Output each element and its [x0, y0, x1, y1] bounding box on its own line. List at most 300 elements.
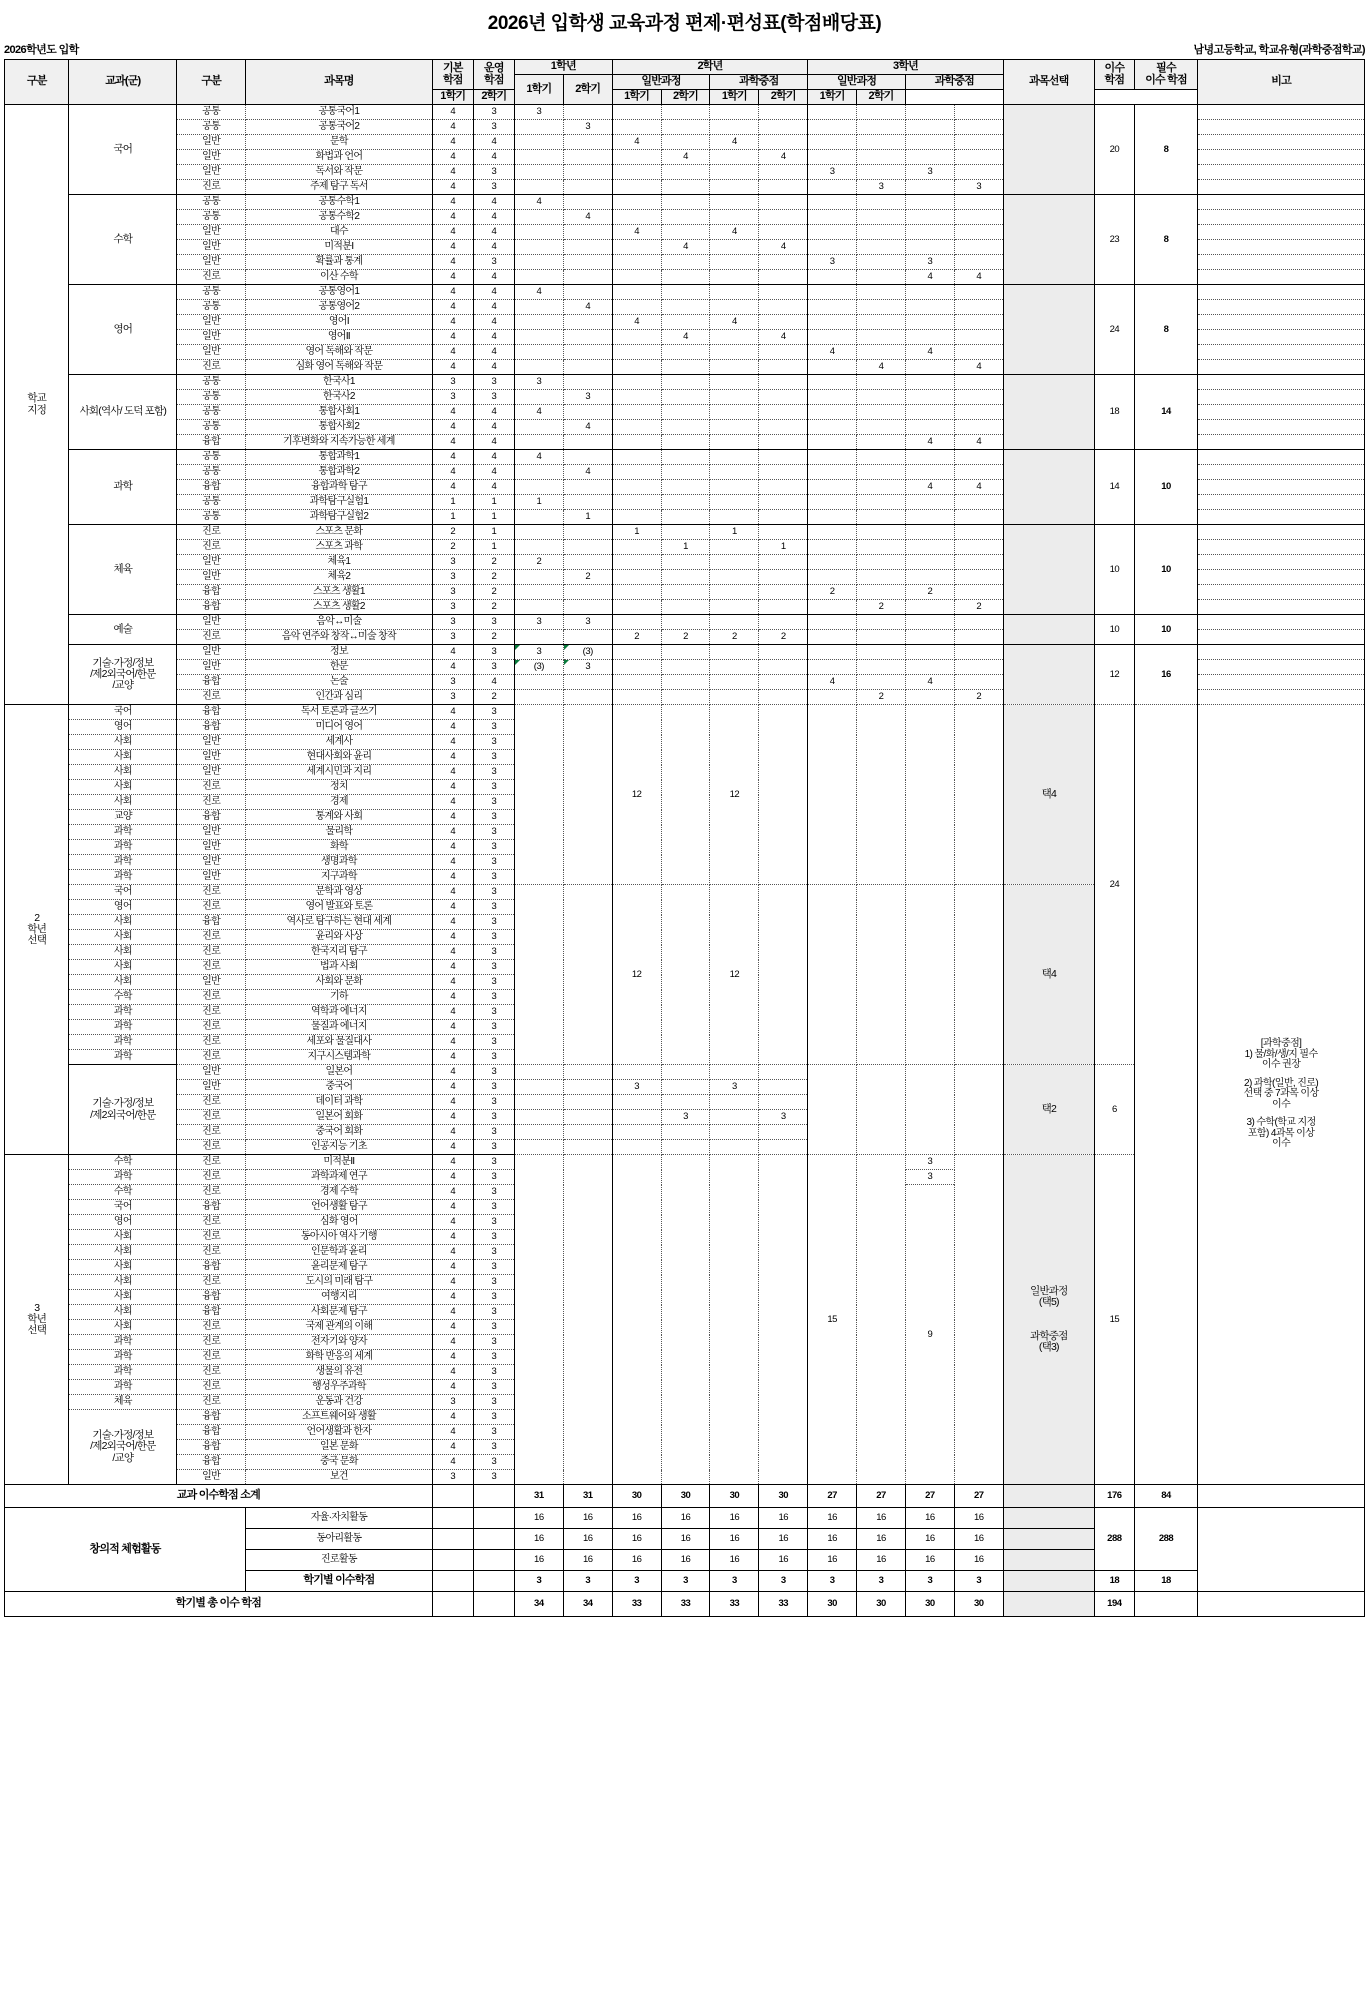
remark-line-3c: 이수: [1272, 1138, 1291, 1150]
credit-cell-g3ss1: [905, 315, 954, 330]
credit-cell-g1s1: [514, 390, 563, 405]
credit-cell-g3ss1: [905, 600, 954, 615]
course-type: 진로: [177, 900, 246, 915]
credit-cell-g2ss1: 12: [710, 705, 759, 885]
th-g2-sci-sem1: 1학기: [612, 90, 661, 105]
credit-cell-g3ss1: [905, 285, 954, 300]
course-type: 공통: [177, 195, 246, 210]
credit-cell-g3gs2: [857, 150, 906, 165]
summary-g3gs1: 27: [808, 1485, 857, 1508]
subject-group-label: 수학: [69, 1185, 177, 1200]
credit-cell-g1s1: [514, 330, 563, 345]
credit-cell-g3gs2: [857, 330, 906, 345]
credit-cell-g3ss1: 3: [905, 1170, 954, 1185]
credit-cell-g2gs2: [661, 375, 710, 390]
base-credit: 4: [432, 1290, 473, 1305]
earned-credit: 10: [1094, 525, 1134, 615]
base-credit: 4: [432, 720, 473, 735]
credit-cell-g3gs1: [808, 210, 857, 225]
per-semester-select: [1003, 1571, 1094, 1592]
course-type: 일반: [177, 855, 246, 870]
credit-cell-g3gs1: [808, 135, 857, 150]
course-type: 진로: [177, 930, 246, 945]
base-credit: 4: [432, 795, 473, 810]
run-credit: 3: [473, 120, 514, 135]
credit-cell-g2ss2: [759, 675, 808, 690]
course-type: 일반: [177, 870, 246, 885]
credit-cell-g2gs1: [612, 1140, 661, 1155]
summary-g1s1: 31: [514, 1485, 563, 1508]
run-credit: 3: [473, 105, 514, 120]
course-type: 진로: [177, 540, 246, 555]
credit-cell-g3ss2: [954, 525, 1003, 540]
credit-cell-g3ss2: 2: [954, 690, 1003, 705]
table-row: [5, 195, 1365, 210]
credit-cell-g3ss2: 4: [954, 270, 1003, 285]
credit-cell-g2ss1: [710, 255, 759, 270]
credit-cell-g2gs1: [612, 150, 661, 165]
grand-total-run: [473, 1592, 514, 1617]
course-name: 과학탐구실험1: [246, 495, 433, 510]
grand-total-label: 학기별 총 이수 학점: [5, 1592, 433, 1617]
run-credit: 3: [473, 180, 514, 195]
credit-cell-g2gs2: [661, 135, 710, 150]
course-type: 진로: [177, 1110, 246, 1125]
run-credit: 3: [473, 1095, 514, 1110]
per-semester-g3ss2: 3: [954, 1571, 1003, 1592]
course-name: 한국사2: [246, 390, 433, 405]
credit-cell-g3ss2: [954, 195, 1003, 210]
subject-group-label: 사회: [69, 1320, 177, 1335]
credit-cell-g2gs1: [612, 495, 661, 510]
subject-group-label: 기술·가정/정보 /제2외국어/한문: [69, 1065, 177, 1155]
course-type: 일반: [177, 345, 246, 360]
credit-cell-g2ss2: [759, 645, 808, 660]
th-course-name: 과목명: [246, 60, 433, 105]
table-header: [5, 60, 1365, 105]
remark-cell: [1198, 570, 1365, 585]
grand-total-required: [1134, 1592, 1197, 1617]
credit-cell-g2ss1: 1: [710, 525, 759, 540]
base-credit: 4: [432, 450, 473, 465]
credit-cell-g3ss1: [905, 225, 954, 240]
run-credit: 4: [473, 195, 514, 210]
course-type: 일반: [177, 240, 246, 255]
credit-cell-g2gs2: [661, 480, 710, 495]
credit-cell-g1s1: [514, 1125, 563, 1140]
run-credit: 3: [473, 705, 514, 720]
credit-cell-g3ss2: [954, 885, 1003, 1065]
credit-cell-g2gs2: 4: [661, 330, 710, 345]
run-credit: 3: [473, 375, 514, 390]
run-credit: 3: [473, 1080, 514, 1095]
credit-cell-g2gs1: 2: [612, 630, 661, 645]
credit-cell-g1s1: [514, 705, 563, 885]
credit-cell-g1s2: [563, 1080, 612, 1095]
credit-cell-g2ss2: [759, 525, 808, 540]
credit-cell-g2gs1: 12: [612, 885, 661, 1065]
credit-cell-g3gs1: [808, 465, 857, 480]
credit-cell-g2gs2: [661, 195, 710, 210]
credit-cell-g2gs2: [661, 405, 710, 420]
base-credit: 4: [432, 300, 473, 315]
creative-base: [432, 1550, 473, 1571]
credit-cell-g1s1: [514, 1080, 563, 1095]
run-credit: 3: [473, 1335, 514, 1350]
credit-cell-g2ss2: [759, 210, 808, 225]
credit-cell-g3gs2: [857, 405, 906, 420]
course-name: 경제: [246, 795, 433, 810]
credit-cell-g2ss2: [759, 375, 808, 390]
remark-cell: [1198, 360, 1365, 375]
course-type: 공통: [177, 495, 246, 510]
credit-cell-g3gs1: [808, 270, 857, 285]
credit-cell-g3ss2: [954, 165, 1003, 180]
credit-cell-g2gs1: 12: [612, 705, 661, 885]
course-name: 이산 수학: [246, 270, 433, 285]
credit-cell-g3gs1: [808, 480, 857, 495]
credit-cell-g2ss1: [710, 480, 759, 495]
credit-cell-g1s1: [514, 630, 563, 645]
credit-cell-g2ss2: [759, 390, 808, 405]
credit-cell-g2ss1: [710, 105, 759, 120]
subject-group-label: 사회: [69, 1230, 177, 1245]
section-label-grade2-elective: 2 학년 선택: [5, 705, 69, 1155]
credit-cell-g1s1: [514, 120, 563, 135]
credit-cell-g2gs2: 4: [661, 150, 710, 165]
credit-cell-g2gs2: [661, 885, 710, 1065]
credit-cell-g3gs1: [808, 300, 857, 315]
credit-cell-g2gs1: [612, 615, 661, 630]
course-name: 중국어 회화: [246, 1125, 433, 1140]
run-credit: 3: [473, 765, 514, 780]
subject-group-label: 수학: [69, 990, 177, 1005]
th-subject-group: 교과(군): [69, 60, 177, 105]
credit-cell-g1s2: [563, 675, 612, 690]
course-type: 일반: [177, 1080, 246, 1095]
remark-line-2b: 선택 중 7과목 이상: [1243, 1088, 1319, 1100]
base-credit: 4: [432, 1185, 473, 1200]
credit-cell-g1s2: 3: [563, 390, 612, 405]
base-credit: 4: [432, 885, 473, 900]
remark-cell: [1198, 420, 1365, 435]
run-credit: 3: [473, 1005, 514, 1020]
base-credit: 4: [432, 975, 473, 990]
credit-cell-g2gs1: [612, 405, 661, 420]
course-type: 융합: [177, 720, 246, 735]
credit-cell-g3ss1: [905, 180, 954, 195]
course-type: 공통: [177, 300, 246, 315]
run-credit: 3: [473, 1350, 514, 1365]
remark-cell: [1198, 540, 1365, 555]
course-name: 인문학과 윤리: [246, 1245, 433, 1260]
run-credit: 3: [473, 780, 514, 795]
course-name: 문학과 영상: [246, 885, 433, 900]
credit-cell-g3gs2: [857, 585, 906, 600]
subject-group-label: 과학: [69, 1050, 177, 1065]
credit-cell-g3gs1: [808, 510, 857, 525]
course-name: 스포츠 생활1: [246, 585, 433, 600]
credit-cell-g2gs2: [661, 450, 710, 465]
credit-cell-g2ss1: [710, 660, 759, 675]
credit-cell-g1s1: [514, 255, 563, 270]
base-credit: 4: [432, 1035, 473, 1050]
course-name: 기하: [246, 990, 433, 1005]
grand-total-earned: 194: [1094, 1592, 1134, 1617]
course-type: 진로: [177, 1275, 246, 1290]
table-row: [5, 105, 1365, 120]
credit-cell-g3gs2: [857, 630, 906, 645]
per-semester-earned: 18: [1094, 1571, 1134, 1592]
summary-label: 교과 이수학점 소계: [5, 1485, 433, 1508]
credit-cell-g3ss1: [905, 240, 954, 255]
base-credit: 3: [432, 1395, 473, 1410]
credit-cell-g2gs2: [661, 210, 710, 225]
base-credit: 4: [432, 870, 473, 885]
credit-cell-g2ss2: 4: [759, 150, 808, 165]
subject-group-label: 사회: [69, 750, 177, 765]
select-general: 일반과정 (택5): [1030, 1285, 1068, 1309]
per-semester-g3gs1: 3: [808, 1571, 857, 1592]
credit-cell-g3gs1: [808, 105, 857, 120]
credit-cell-g3gs2: [857, 315, 906, 330]
summary-g3gs2: 27: [857, 1485, 906, 1508]
remark-cell: [1198, 495, 1365, 510]
credit-cell-g3ss1: [905, 1065, 954, 1155]
run-credit: 3: [473, 1215, 514, 1230]
creative-g2gs2: 16: [661, 1550, 710, 1571]
subject-group-label: 사회: [69, 765, 177, 780]
course-name: 음악 연주와 창작↔미술 창작: [246, 630, 433, 645]
course-type: 진로: [177, 630, 246, 645]
credit-cell-g2ss1: [710, 1095, 759, 1110]
creative-g1s2: 16: [563, 1529, 612, 1550]
course-select-cell: 택4: [1003, 705, 1094, 885]
credit-cell-g2ss2: [759, 345, 808, 360]
creative-required: 288: [1134, 1508, 1197, 1571]
course-name: 공통국어2: [246, 120, 433, 135]
course-type: 일반: [177, 555, 246, 570]
subject-group-label: 사회: [69, 930, 177, 945]
summary-g2ss2: 30: [759, 1485, 808, 1508]
credit-cell-g2ss1: 4: [710, 135, 759, 150]
run-credit: 3: [473, 1065, 514, 1080]
credit-cell-g2gs1: [612, 555, 661, 570]
base-credit: 4: [432, 1365, 473, 1380]
run-credit: 4: [473, 435, 514, 450]
credit-cell-g2gs2: 1: [661, 540, 710, 555]
run-credit: 3: [473, 1155, 514, 1170]
credit-cell-g3ss1: 4: [905, 270, 954, 285]
credit-cell-g2gs1: 3: [612, 1080, 661, 1095]
credit-cell-g3ss1: [905, 510, 954, 525]
summary-g3ss1: 27: [905, 1485, 954, 1508]
course-name: 대수: [246, 225, 433, 240]
remark-cell: [1198, 480, 1365, 495]
course-name: 한문: [246, 660, 433, 675]
base-credit: 4: [432, 915, 473, 930]
run-credit: 4: [473, 300, 514, 315]
remark-cell: [1198, 525, 1365, 540]
base-credit: 4: [432, 1260, 473, 1275]
course-name: 스포츠 생활2: [246, 600, 433, 615]
course-type: 진로: [177, 1215, 246, 1230]
creative-g3gs2: 16: [857, 1508, 906, 1529]
base-credit: 4: [432, 1065, 473, 1080]
course-name: 공통수학1: [246, 195, 433, 210]
credit-cell-g2gs1: [612, 600, 661, 615]
remark-cell: [1198, 405, 1365, 420]
credit-cell-g1s2: [563, 150, 612, 165]
run-credit: 3: [473, 1170, 514, 1185]
credit-cell-g3ss1: [905, 465, 954, 480]
course-select-cell: [1003, 105, 1094, 195]
credit-cell-g3gs1: [808, 690, 857, 705]
admission-year-note: 2026학년도 입학: [4, 44, 79, 56]
creative-g2gs2: 16: [661, 1508, 710, 1529]
course-select-cell: [1003, 195, 1094, 285]
creative-g3gs1: 16: [808, 1550, 857, 1571]
credit-cell-g2ss2: 3: [759, 1110, 808, 1125]
credit-cell-g1s1: 2: [514, 555, 563, 570]
run-credit: 4: [473, 285, 514, 300]
credit-cell-g1s1: 4: [514, 195, 563, 210]
credit-cell-g1s1: [514, 885, 563, 1065]
credit-cell-g2ss1: [710, 690, 759, 705]
th-g2-gen-sem1: 1학기: [432, 90, 473, 105]
credit-cell-g1s2: 4: [563, 210, 612, 225]
course-name: 역사로 탐구하는 현대 세계: [246, 915, 433, 930]
base-credit: 4: [432, 840, 473, 855]
base-credit: 4: [432, 780, 473, 795]
subject-group-label: 사회: [69, 780, 177, 795]
credit-cell-g3ss2: [954, 120, 1003, 135]
course-type: 진로: [177, 780, 246, 795]
run-credit: 2: [473, 555, 514, 570]
credit-cell-g3ss2: 3: [954, 180, 1003, 195]
credit-cell-g2ss2: [759, 255, 808, 270]
course-type: 융합: [177, 585, 246, 600]
course-type: 일반: [177, 615, 246, 630]
credit-cell-g3ss2: [954, 660, 1003, 675]
credit-cell-g2gs1: [612, 285, 661, 300]
base-credit: 4: [432, 180, 473, 195]
credit-cell-g1s2: [563, 480, 612, 495]
earned-credit: 14: [1094, 450, 1134, 525]
credit-cell-g2ss1: 2: [710, 630, 759, 645]
run-credit: 3: [473, 1110, 514, 1125]
credit-cell-g3gs1: [808, 1065, 857, 1155]
credit-cell-g3gs2: [857, 615, 906, 630]
credit-cell-g3ss1: [905, 540, 954, 555]
remark-cell: [1198, 195, 1365, 210]
base-credit: 4: [432, 195, 473, 210]
creative-select: [1003, 1508, 1094, 1529]
credit-cell-g2gs2: [661, 525, 710, 540]
credit-cell-g3gs2: 2: [857, 600, 906, 615]
credit-cell-g2gs1: [612, 1125, 661, 1140]
credit-cell-g2ss2: [759, 300, 808, 315]
credit-cell-g3gs2: [857, 210, 906, 225]
creative-base: [432, 1508, 473, 1529]
credit-cell-g2gs2: [661, 555, 710, 570]
per-semester-g2ss2: 3: [759, 1571, 808, 1592]
subject-group-label: 사회: [69, 945, 177, 960]
remark-cell: [1198, 255, 1365, 270]
credit-cell-g2ss1: [710, 150, 759, 165]
credit-cell-g1s2: 4: [563, 300, 612, 315]
th-remark: 비고: [1198, 60, 1365, 105]
base-credit: 4: [432, 330, 473, 345]
course-name: 물질과 에너지: [246, 1020, 433, 1035]
course-name: 과학과제 연구: [246, 1170, 433, 1185]
credit-cell-g2gs1: [612, 105, 661, 120]
remark-cell: [1198, 315, 1365, 330]
credit-cell-g2gs2: [661, 165, 710, 180]
credit-cell-g1s2: [563, 600, 612, 615]
run-credit: 4: [473, 240, 514, 255]
credit-cell-g1s2: 3: [563, 120, 612, 135]
credit-cell-g3ss1: [905, 450, 954, 465]
credit-cell-g3gs1: [808, 240, 857, 255]
credit-cell-g3ss2: [954, 465, 1003, 480]
credit-cell-g2gs1: [612, 375, 661, 390]
base-credit: 4: [432, 225, 473, 240]
course-type: 일반: [177, 750, 246, 765]
grand-total-remark: [1198, 1592, 1365, 1617]
credit-cell-g3gs1: [808, 330, 857, 345]
th-type: 구분: [177, 60, 246, 105]
credit-cell-g2ss2: [759, 120, 808, 135]
credit-cell-g1s2: [563, 195, 612, 210]
credit-cell-g1s1: [514, 525, 563, 540]
credit-cell-g2gs2: [661, 255, 710, 270]
credit-cell-g2gs2: [661, 1125, 710, 1140]
th-g2-general: 일반과정: [612, 75, 710, 90]
base-credit: 4: [432, 705, 473, 720]
base-credit: 4: [432, 900, 473, 915]
course-name: 여행지리: [246, 1290, 433, 1305]
credit-cell-g2ss1: [710, 120, 759, 135]
base-credit: 4: [432, 750, 473, 765]
course-name: 스포츠 문화: [246, 525, 433, 540]
course-type: 융합: [177, 1290, 246, 1305]
credit-cell-g2ss2: [759, 570, 808, 585]
run-credit: 3: [473, 1425, 514, 1440]
credit-cell-g1s1: [514, 225, 563, 240]
credit-cell-g3ss1: 4: [905, 345, 954, 360]
credit-cell-g2ss1: [710, 270, 759, 285]
course-name: 생물의 유전: [246, 1365, 433, 1380]
run-credit: 4: [473, 420, 514, 435]
credit-cell-g3ss1: [905, 300, 954, 315]
course-name: 일본어 회화: [246, 1110, 433, 1125]
earned-credit: 23: [1094, 195, 1134, 285]
creative-g3ss2: 16: [954, 1529, 1003, 1550]
credit-cell-g3gs2: [857, 135, 906, 150]
credit-cell-g1s1: [514, 600, 563, 615]
credit-cell-g1s1: 3: [514, 645, 563, 660]
credit-cell-g2ss2: [759, 510, 808, 525]
remark-cell: [1198, 285, 1365, 300]
run-credit: 4: [473, 675, 514, 690]
th-grade1: 1학년: [514, 60, 612, 75]
run-credit: 3: [473, 1245, 514, 1260]
creative-activity-name: 자율·자치활동: [246, 1508, 433, 1529]
credit-cell-g1s1: 3: [514, 615, 563, 630]
per-semester-label: 학기별 이수학점: [246, 1571, 433, 1592]
credit-cell-g2ss2: [759, 705, 808, 885]
